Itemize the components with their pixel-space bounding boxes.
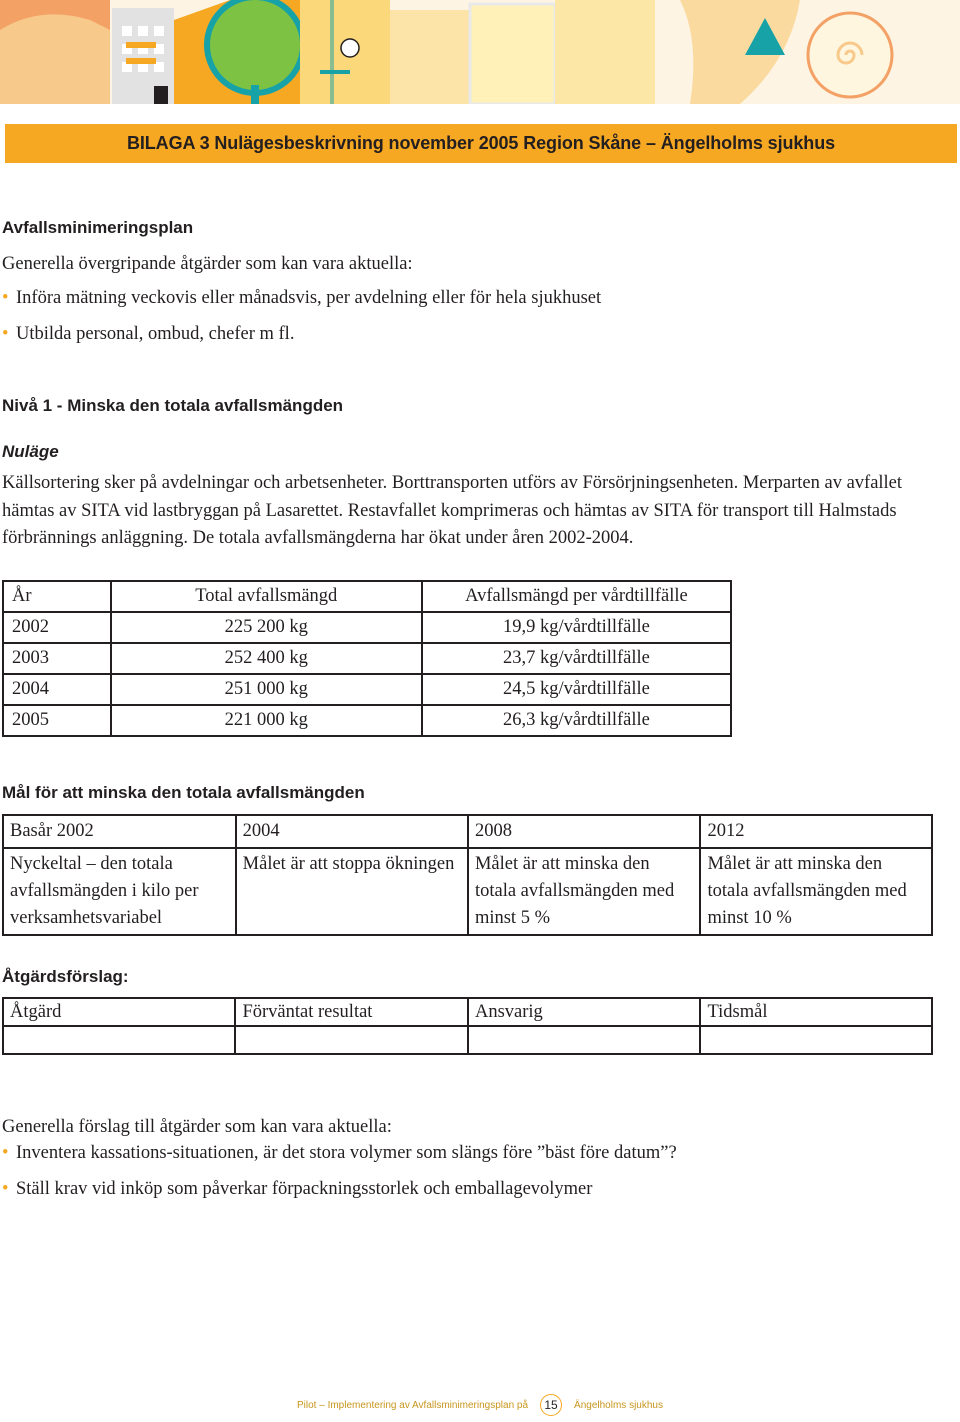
table-cell: 2002 — [3, 612, 111, 643]
intro-lead: Generella övergripande åtgärder som kan vara aktuella: — [2, 254, 413, 274]
title-bar — [5, 124, 957, 163]
table-cell — [3, 1026, 235, 1054]
section-heading-plan: Avfallsminimeringsplan — [2, 218, 194, 237]
list-item: • Införa mätning veckovis eller månadsvis, per avdelning eller för hela sjukhuset — [2, 285, 601, 312]
table-row — [3, 674, 731, 705]
table-cell: 2005 — [3, 705, 111, 736]
table-header-cell: 2008 — [468, 815, 701, 848]
general-lead: Generella förslag till åtgärder som kan vara aktuella: — [2, 1117, 392, 1137]
table-cell: 23,7 kg/vårdtillfälle — [422, 643, 731, 674]
section-heading-goals: Mål för att minska den totala avfallsmängden — [2, 783, 365, 802]
table-cell: Nyckeltal – den totala avfallsmängden i kilo per verksamhetsvariabel — [3, 848, 236, 935]
footer-right-text: Ängelholms sjukhus — [574, 1399, 663, 1411]
table-cell: 251 000 kg — [111, 674, 422, 705]
section-heading-level1: Nivå 1 - Minska den totala avfallsmängden — [2, 396, 344, 415]
footer-left-text: Pilot – Implementering av Avfallsminimeringsplan på — [297, 1399, 529, 1411]
table-cell: 19,9 kg/vårdtillfälle — [422, 612, 731, 643]
table-header-cell: Förväntat resultat — [235, 998, 468, 1026]
table-header-cell: Avfallsmängd per vårdtillfälle — [422, 581, 731, 612]
status-paragraph: Källsortering sker på avdelningar och arbetsenheter. Borttransporten utförs av Försörjningsenheten. Merparten av avfallet hämtas av SITA vid lastbryggan på Lasarettet. Restavfallet komprimeras och hämtas av SITA för transport till Halmstads förbrännings anläggning. De totala avfallsmängderna har ökat under åren 2002-2004. — [2, 473, 903, 548]
waste-amount-table — [2, 580, 732, 737]
list-item: • Utbilda personal, ombud, chefer m fl. — [2, 321, 294, 348]
table-header-row — [3, 815, 932, 848]
table-header-cell: Basår 2002 — [3, 815, 236, 848]
table-row — [3, 1026, 932, 1054]
table-row — [3, 705, 731, 736]
table-header-cell: Total avfallsmängd — [111, 581, 422, 612]
list-item: • Ställ krav vid inköp som påverkar förpackningsstorlek och emballagevolymer — [2, 1176, 592, 1203]
page-number: 15 — [540, 1394, 562, 1416]
table-cell — [700, 1026, 932, 1054]
actions-table — [2, 997, 933, 1055]
table-cell: 221 000 kg — [111, 705, 422, 736]
table-row — [3, 848, 932, 935]
table-cell: 24,5 kg/vårdtillfälle — [422, 674, 731, 705]
bullet-icon: • — [2, 1179, 9, 1199]
table-header-row — [3, 998, 932, 1026]
goals-table — [2, 814, 933, 936]
table-cell: 225 200 kg — [111, 612, 422, 643]
document-title: BILAGA 3 Nulägesbeskrivning november 2005 Region Skåne – Ängelholms sjukhus — [126, 133, 836, 153]
bullet-icon: • — [2, 324, 9, 344]
table-cell: Målet är att stoppa ökningen — [236, 848, 468, 935]
table-header-cell: 2012 — [700, 815, 932, 848]
subheading-current-status: Nuläge — [2, 442, 59, 461]
table-header-cell: Ansvarig — [468, 998, 701, 1026]
page-footer — [0, 1394, 960, 1416]
table-cell: 2004 — [3, 674, 111, 705]
table-cell: 252 400 kg — [111, 643, 422, 674]
table-header-cell: År — [3, 581, 111, 612]
table-header-cell: Åtgärd — [3, 998, 235, 1026]
header-illustration — [0, 0, 960, 104]
table-cell: 2003 — [3, 643, 111, 674]
table-cell: Målet är att minska den totala avfallsmängden med minst 10 % — [700, 848, 932, 935]
table-cell: Målet är att minska den totala avfallsmängden med minst 5 % — [468, 848, 701, 935]
table-cell — [468, 1026, 701, 1054]
table-row — [3, 643, 731, 674]
table-row — [3, 612, 731, 643]
list-item: • Inventera kassations-situationen, är det stora volymer som slängs före ”bäst före datum”? — [2, 1140, 677, 1167]
section-heading-actions: Åtgärdsförslag: — [2, 967, 129, 986]
table-cell — [235, 1026, 468, 1054]
table-cell: 26,3 kg/vårdtillfälle — [422, 705, 731, 736]
bullet-icon: • — [2, 1143, 9, 1163]
table-header-cell: Tidsmål — [700, 998, 932, 1026]
table-header-row — [3, 581, 731, 612]
table-header-cell: 2004 — [236, 815, 468, 848]
bullet-icon: • — [2, 288, 9, 308]
